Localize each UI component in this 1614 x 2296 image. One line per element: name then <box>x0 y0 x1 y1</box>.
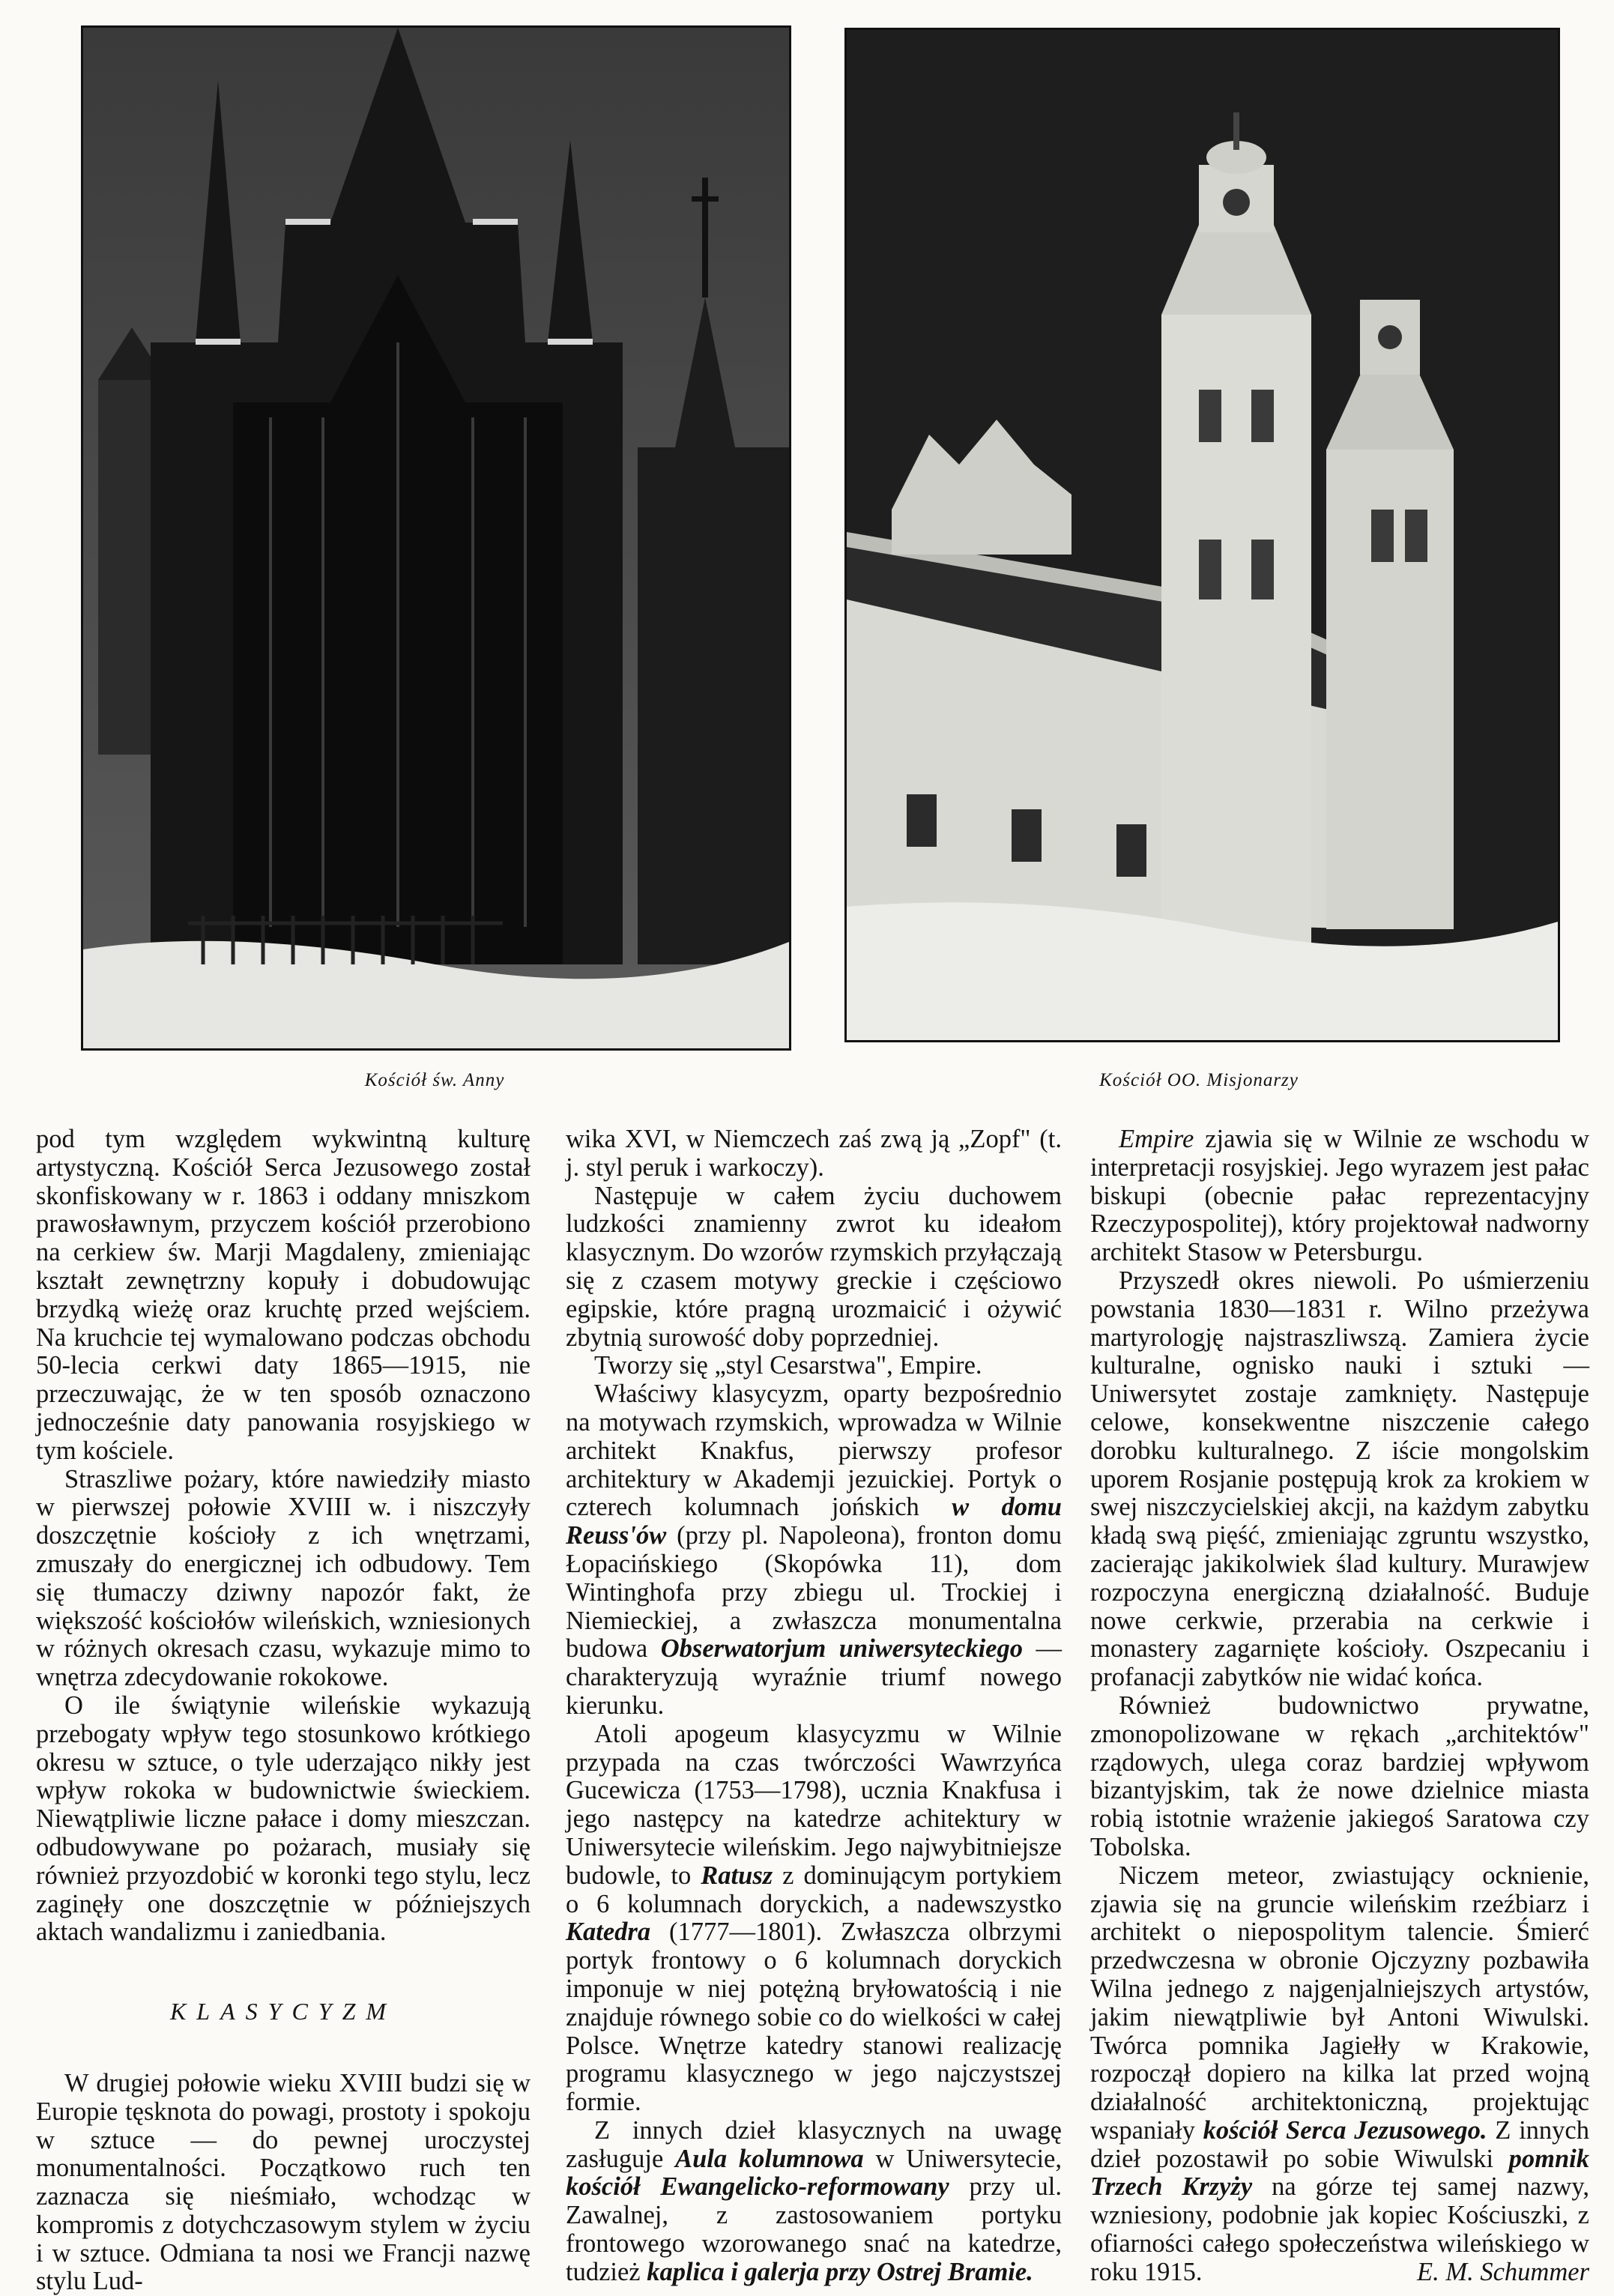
text-run: z dominującym portykiem o 6 kolumnach doryckich, a nadewszystko <box>566 1861 1062 1918</box>
paragraph <box>1090 1126 1589 1267</box>
text-run: (przy pl. Napoleona), fronton domu Łopacińskiego (Skopówka 11), dom Wintinghofa przy zbiegu ul. Trockiej i Niemieckiej, a zwłaszcza monumentalna budowa <box>566 1521 1062 1664</box>
section-heading: KLASYCYZM <box>169 1998 397 2025</box>
emphasis: pomnik Trzech Krzyży <box>1090 2144 1589 2202</box>
caption-st-anne: Kościół św. Anny <box>364 1070 505 1090</box>
paragraph <box>566 2117 1062 2287</box>
emphasis: Aula kolumnowa <box>675 2144 864 2173</box>
paragraph <box>566 1721 1062 2117</box>
text-run: na górze tej samej nazwy, wzniesiony, podobnie jak kopiec Kościuszki, z ofiarności całego społeczeństwa wileńskiego w roku 1915. <box>1090 2172 1589 2286</box>
missionaries-church-illustration <box>847 30 1558 1040</box>
photo-missionaries-church <box>844 28 1560 1042</box>
paragraph: O ile świątynie wileńskie wykazują przebogaty wpływ tego stosunkowo krótkiego okresu w sztuce, o tyle uderzająco nikły jest wpływ rokoka w budownictwie świeckiem. Niewątpliwie liczne pałace i domy mieszczan. odbudowywane po pożarach, musiały się również przyozdobić w koronki tego stylu, lecz zaginęły one doszczętnie w późniejszych aktach wandalizmu i zaniedbania. <box>36 1691 531 1947</box>
paragraph <box>566 1380 1062 1721</box>
paragraph <box>1090 1862 1589 2287</box>
text-run: Niczem meteor, zwiastujący ocknienie, zjawia się na gruncie wileńskim rzeźbiarz i architekt o niepospolitym talencie. Śmierć przedwczesna w obronie Ojczyzny pozbawiła Wilna jednego z najgenjalniejszych artystów, jakim niewątpliwie był Antoni Wiwulski. Twórca pomnika Jagiełły w Krakowie, rozpoczął dopiero na kilka lat przed wojną działalność architektoniczną, projektując wspaniały <box>1090 1861 1589 2145</box>
text-run: Właściwy klasycyzm, oparty bezpośrednio na motywach rzymskich, wprowadza w Wilnie architekt Knakfus, pierwszy profesor architektury w Akademji jezuickiej. Portyk o czterech kolumnach jońskich <box>566 1380 1062 1522</box>
emphasis: kościół Serca Jezusowego. <box>1203 2115 1487 2145</box>
author-signature: E. M. Schummer <box>1417 2257 1589 2286</box>
emphasis: kościół Ewangelicko-reformowany <box>566 2172 949 2202</box>
paragraph: Straszliwe pożary, które nawiedziły miasto w pierwszej połowie XVIII w. i niszczyły doszczętnie kościoły z ich wnętrzami, zmuszały do energicznej ich odbudowy. Tem się tłumaczy dziwny napozór fakt, że większość kościołów wileńskich, wzniesionych w różnych okresach czasu, wykazuje mimo to wnętrza zdecydowanie rokokowe. <box>36 1464 531 1692</box>
photo-st-anne-church <box>81 25 791 1051</box>
paragraph: pod tym względem wykwintną kulturę artystyczną. Kościół Serca Jezusowego został skonfiskowany w r. 1863 i oddany mniszkom prawosławnym, przyczem kościół przerobiono na cerkiew św. Marji Magdaleny, zmieniając kształt zewnętrzny kopuły i dobudowując brzydką wieżę oraz kruchtę przed wejściem. Na kruchcie tej wymalowano podczas obchodu 50-lecia cerkwi daty 1865—1915, nie przeczuwając, że w ten sposób oznaczono jednocześnie daty panowania rosyjskiego w tym kościele. <box>36 1125 531 1465</box>
paragraph: Tworzy się „styl Cesarstwa", Empire. <box>594 1351 982 1380</box>
emphasis: Obserwatorjum uniwersyteckiego <box>660 1634 1023 1664</box>
text-column-2 <box>566 1125 1063 2286</box>
text-run: Atoli apogeum klasycyzmu w Wilnie przypada na czas twórczości Wawrzyńca Gucewicza (1753—1798), ucznia Knakfusa i jego następcy na katedrze achitektury w Uniwersytecie wileńskim. Jego najwybitniejsze budowle, to <box>566 1719 1062 1890</box>
emphasis: w domu Reuss'ów <box>566 1493 1062 1550</box>
paragraph: Również budownictwo prywatne, zmonopolizowane w rękach „architektów" rządowych, ulega coraz bardziej wpływom bizantyjskim, tak że nowe dzielnice miasta robią istotnie wrażenie jakiegoś Saratowa czy Tobolska. <box>1090 1691 1589 1861</box>
text-run: przy ul. Zawalnej, z zastosowaniem portyku frontowego wzorowanego snać na katedrze, tudzież <box>566 2172 1063 2286</box>
text-column-3 <box>1090 1125 1589 2286</box>
paragraph: wika XVI, w Niemczech zaś zwą ją „Zopf" (t. j. styl peruk i warkoczy). <box>566 1125 1062 1182</box>
text-run: (1777—1801). Zwłaszcza olbrzymi portyk frontowy o 6 kolumnach doryckich imponuje w niej potężną bryłowatością i nie znajduje równego sobie co do wielkości w całej Polsce. Wnętrze katedry stanowi realizację programu klasycznego w jego najczystszej formie. <box>566 1918 1062 2117</box>
text-run: zjawia się w Wilnie ze wschodu w interpretacji rosyjskiej. Jego wyrazem jest pałac biskupi (obecnie pałac reprezentacyjny Rzeczypospolitej), który projektował nadworny architekt Stasow w Petersburgu. <box>1090 1125 1589 1267</box>
paragraph: Przyszedł okres niewoli. Po uśmierzeniu powstania 1830—1831 r. Wilno przeżywa martyrologję najstraszliwszą. Zamiera życie kulturalne, ognisko nauki i sztuki — Uniwersytet zostaje zamknięty. Następuje celowe, konsekwentne niszczenie całego dorobku kulturalnego. Z iście mongolskim uporem Rosjanie postępują krok za krokiem w swej niszczycielskiej akcji, na każdym zabytku kładą swą pięść, zmieniając zgruntu wszystko, zacierając jakikolwiek ślad kultury. Murawjew rozpoczyna energiczną działalność. Buduje nowe cerkwie, przerabia na cerkwie i monastery zagarnięte kościoły. Oszpecaniu i profanacji zabytków nie widać końca. <box>1090 1266 1589 1692</box>
paragraph: W drugiej połowie wieku XVIII budzi się w Europie tęsknota do powagi, prostoty i spokoju w sztuce — do pewnej uroczystej monumentalności. Początkowo ruch ten zaznacza się nieśmiało, wchodząc w kompromis z dotychczasowym stylem w życiu i w sztuce. Odmiana ta nosi we Francji nazwę stylu Lud- <box>36 2068 531 2296</box>
emphasis: Ratusz <box>701 1861 773 1890</box>
emphasis: Empire <box>1119 1125 1194 1153</box>
text-run: — charakteryzują wyraźnie triumf nowego kierunku. <box>566 1634 1062 1720</box>
emphasis: kaplica i galerja przy Ostrej Bramie. <box>647 2257 1033 2286</box>
text-column-1 <box>36 1125 531 2296</box>
paragraph: Następuje w całem życiu duchowem ludzkości znamienny zwrot ku ideałom klasycznym. Do wzorów rzymskich przyłączają się z czasem motywy greckie i częściowo egipskie, które pragną urozmaicić i ożywić zbytnią surowość doby poprzedniej. <box>566 1181 1062 1352</box>
caption-missionaries: Kościół OO. Misjonarzy <box>1099 1070 1299 1090</box>
st-anne-church-illustration <box>83 28 789 1048</box>
emphasis: Katedra <box>566 1918 651 1947</box>
text-run: Z innych dzieł pozostawił po sobie Wiwulski <box>1090 2115 1589 2173</box>
text-run: Z innych dzieł klasycznych na uwagę zasługuje <box>566 2115 1062 2173</box>
text-run: w Uniwersytecie, <box>863 2144 1062 2173</box>
